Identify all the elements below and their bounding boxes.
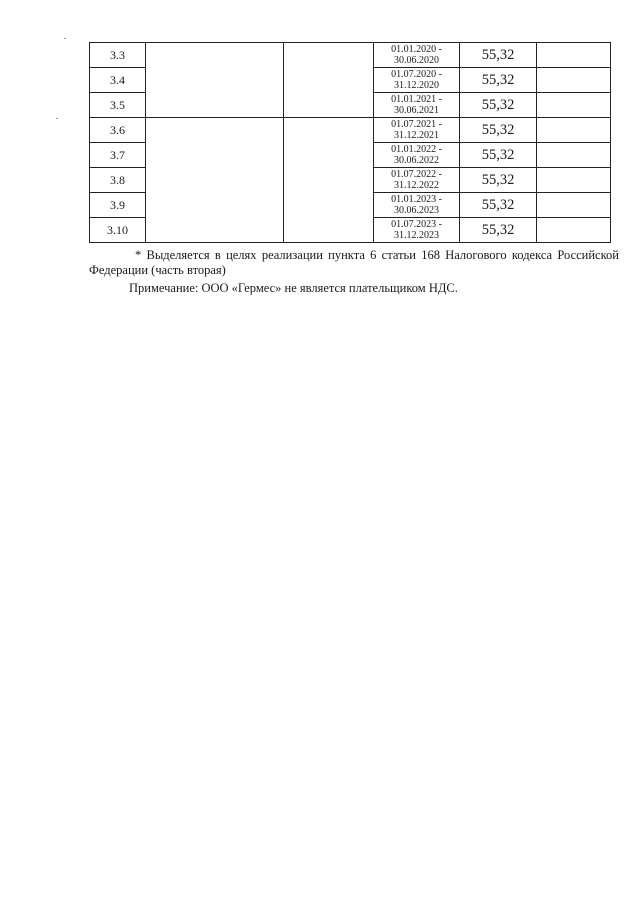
- row-number: 3.10: [107, 223, 128, 237]
- period-cell: [374, 143, 460, 168]
- row-number-cell: [90, 118, 146, 143]
- rate-cell: 55,32: [460, 193, 537, 218]
- merged-empty-cell: [146, 118, 284, 243]
- empty-cell: [537, 43, 611, 68]
- period-cell: [374, 43, 460, 68]
- row-number: 3.9: [110, 198, 125, 212]
- empty-cell: [537, 118, 611, 143]
- row-number: 3.7: [110, 148, 125, 162]
- period-from: 01.01.2021 -: [391, 94, 442, 105]
- period-to: 30.06.2021: [394, 105, 439, 116]
- table-row: [90, 118, 611, 143]
- row-number: 3.5: [110, 98, 125, 112]
- rate-cell: 55,32: [460, 118, 537, 143]
- vat-note: Примечание: ООО «Гермес» не является плательщиком НДС.: [129, 281, 458, 295]
- row-number: 3.3: [110, 48, 125, 62]
- period-from: 01.01.2022 -: [391, 144, 442, 155]
- table-row: [90, 43, 611, 68]
- row-number-cell: [90, 193, 146, 218]
- rate-cell: 55,32: [460, 168, 537, 193]
- period-to: 31.12.2020: [394, 80, 439, 91]
- rate-cell: 55,32: [460, 93, 537, 118]
- merged-empty-cell: [146, 43, 284, 118]
- period-cell: [374, 218, 460, 243]
- period-cell: [374, 118, 460, 143]
- tariff-table: [89, 42, 611, 243]
- rate-cell: 55,32: [460, 218, 537, 243]
- row-number-cell: [90, 93, 146, 118]
- scan-speck: [64, 38, 66, 39]
- empty-cell: [537, 68, 611, 93]
- row-number-cell: [90, 143, 146, 168]
- period-to: 30.06.2022: [394, 155, 439, 166]
- merged-empty-cell: [284, 43, 374, 118]
- footnote-block: [89, 248, 619, 296]
- row-number: 3.4: [110, 73, 125, 87]
- row-number-cell: [90, 168, 146, 193]
- empty-cell: [537, 168, 611, 193]
- rate-cell: 55,32: [460, 143, 537, 168]
- period-from: 01.01.2020 -: [391, 44, 442, 55]
- row-number: 3.8: [110, 173, 125, 187]
- period-from: 01.07.2022 -: [391, 169, 442, 180]
- period-to: 30.06.2023: [394, 205, 439, 216]
- merged-empty-cell: [284, 118, 374, 243]
- empty-cell: [537, 93, 611, 118]
- empty-cell: [537, 193, 611, 218]
- period-cell: [374, 68, 460, 93]
- row-number: 3.6: [110, 123, 125, 137]
- row-number-cell: [90, 68, 146, 93]
- empty-cell: [537, 143, 611, 168]
- row-number-cell: [90, 43, 146, 68]
- row-number-cell: [90, 218, 146, 243]
- period-to: 31.12.2023: [394, 230, 439, 241]
- period-to: 31.12.2022: [394, 180, 439, 191]
- scan-speck: [56, 118, 58, 119]
- period-to: 31.12.2021: [394, 130, 439, 141]
- period-cell: [374, 168, 460, 193]
- period-cell: [374, 193, 460, 218]
- period-to: 30.06.2020: [394, 55, 439, 66]
- empty-cell: [537, 218, 611, 243]
- period-from: 01.07.2020 -: [391, 69, 442, 80]
- vat-footnote: * Выделяется в целях реализации пункта 6 статьи 168 Налогового кодекса Российской Федерации (часть вторая): [89, 248, 619, 277]
- rate-cell: 55,32: [460, 68, 537, 93]
- period-from: 01.01.2023 -: [391, 194, 442, 205]
- rate-cell: 55,32: [460, 43, 537, 68]
- period-cell: [374, 93, 460, 118]
- period-from: 01.07.2021 -: [391, 119, 442, 130]
- period-from: 01.07.2023 -: [391, 219, 442, 230]
